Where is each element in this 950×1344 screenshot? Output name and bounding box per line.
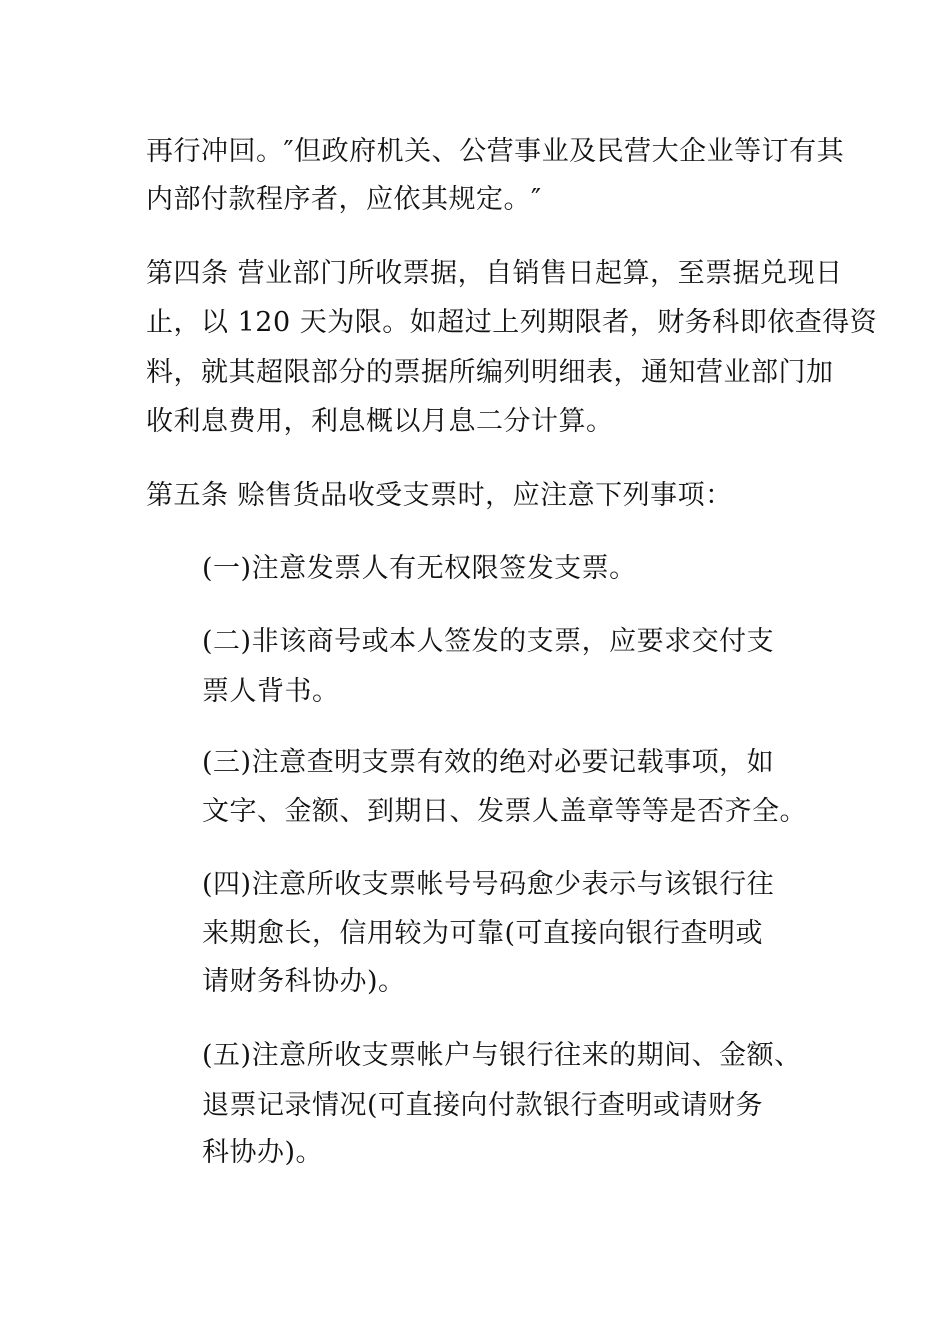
list-item-3-cont: 文字、金额、到期日、发票人盖章等等是否齐全。: [202, 796, 807, 827]
list-item-4: (四)注意所收支票帐号号码愈少表示与该银行往: [202, 869, 775, 900]
text-line: 内部付款程序者，应依其规定。″: [146, 184, 542, 215]
article-4-line: 第四条 营业部门所收票据，自销售日起算，至票据兑现日: [146, 258, 843, 289]
list-item-2: (二)非该商号或本人签发的支票，应要求交付支: [202, 626, 775, 657]
list-item-5-cont: 退票记录情况(可直接向付款银行查明或请财务: [202, 1090, 764, 1121]
text-line: 再行冲回。″但政府机关、公营事业及民营大企业等订有其: [146, 136, 845, 167]
list-item-5: (五)注意所收支票帐户与银行往来的期间、金额、: [202, 1040, 802, 1071]
list-item-5-cont: 科协办)。: [202, 1137, 324, 1168]
text-line: 料，就其超限部分的票据所编列明细表，通知营业部门加: [146, 357, 834, 388]
article-5-line: 第五条 赊售货品收受支票时，应注意下列事项：: [146, 480, 733, 511]
text-line: 止，以 120 天为限。如超过上列期限者，财务科即依查得资: [146, 307, 878, 338]
list-item-4-cont: 来期愈长，信用较为可靠(可直接向银行查明或: [202, 918, 764, 949]
text-line: 收利息费用，利息概以月息二分计算。: [146, 406, 614, 437]
list-item-1: (一)注意发票人有无权限签发支票。: [202, 553, 637, 584]
list-item-3: (三)注意查明支票有效的绝对必要记载事项，如: [202, 747, 775, 778]
list-item-4-cont: 请财务科协办)。: [202, 966, 406, 997]
list-item-2-cont: 票人背书。: [202, 676, 340, 707]
